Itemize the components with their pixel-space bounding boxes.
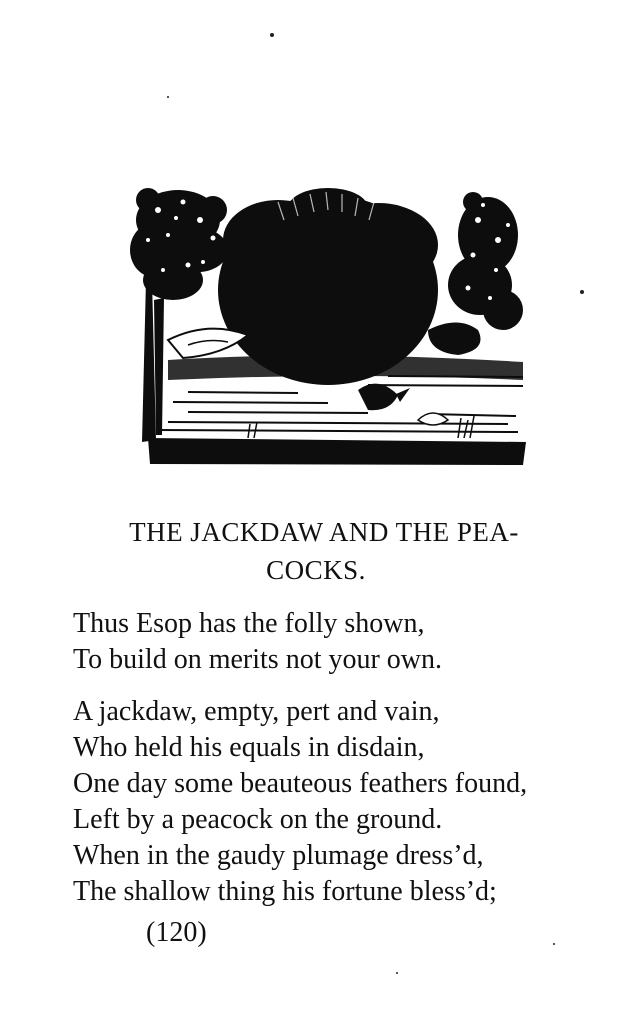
print-speck	[167, 96, 169, 98]
woodcut-illustration	[128, 180, 526, 468]
verse-line: Who held his equals in disdain,	[73, 732, 425, 763]
couplet-line: To build on merits not your own.	[73, 644, 443, 675]
couplet-line: Thus Esop has the folly shown,	[73, 608, 425, 639]
verse-line: A jackdaw, empty, pert and vain,	[73, 696, 440, 727]
verse-line: One day some beauteous feathers found,	[73, 768, 528, 799]
print-speck	[396, 972, 398, 974]
page-title-line-1: THE JACKDAW AND THE PEA-	[129, 517, 519, 547]
verse-line: Left by a peacock on the ground.	[73, 804, 443, 835]
verse-line: The shallow thing his fortune bless’d;	[73, 876, 497, 907]
page-title-line-2: COCKS.	[266, 555, 366, 585]
print-speck	[553, 943, 555, 945]
print-speck	[580, 290, 584, 294]
page-number: (120)	[146, 917, 207, 948]
verse-line: When in the gaudy plumage dress’d,	[73, 840, 484, 871]
print-speck	[270, 33, 274, 37]
